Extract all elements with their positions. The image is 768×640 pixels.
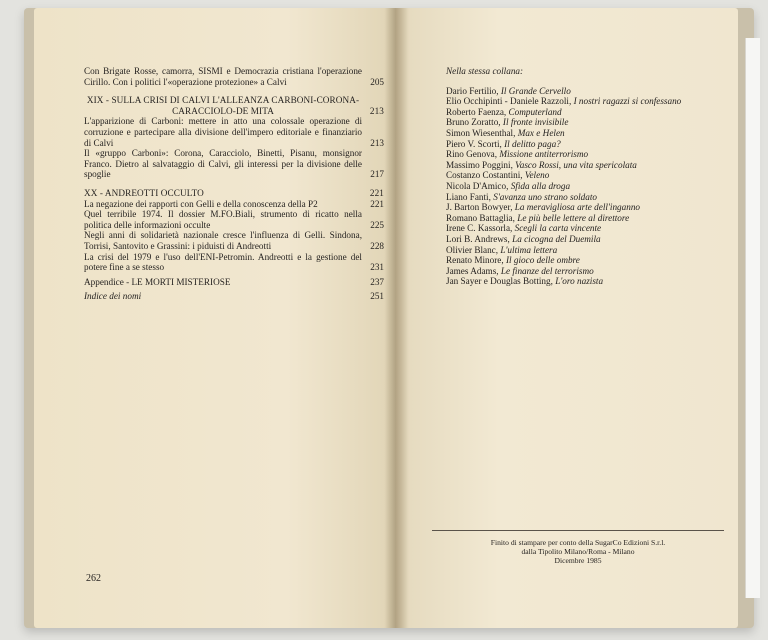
series-author: James Adams,: [446, 265, 501, 276]
open-book: [24, 8, 754, 628]
right-page: [396, 8, 738, 628]
toc-entry: [84, 199, 384, 210]
series-item: [446, 149, 746, 160]
toc-entry-text: XIX - SULLA CRISI DI CALVI L'ALLEANZA CARBONI-CORONA-CARACCIOLO-DE MITA: [86, 95, 360, 116]
toc-entry-page: 213: [369, 105, 384, 116]
series-book-title: La cicogna del Duemila: [512, 233, 601, 244]
toc-entry-text: Il «gruppo Carboni»: Corona, Caracciolo, Binetti, Pisanu, monsignor Franco. Dietro al salvataggio di Calvi, gli interessi per la divisione delle spoglie: [84, 148, 362, 180]
toc-chapter-heading: [84, 95, 384, 116]
series-author: Elio Occhipinti - Daniele Razzoli,: [446, 96, 574, 107]
series-book-title: I nostri ragazzi si confessano: [573, 96, 682, 107]
series-author: Dario Fertilio,: [446, 85, 501, 96]
toc-appendix: [84, 277, 384, 288]
toc-entry: [84, 116, 384, 148]
series-author: Simon Wiesenthal,: [446, 127, 518, 138]
series-item: [446, 181, 746, 192]
series-author: Piero V. Scorti,: [446, 138, 505, 149]
series-book-title: Max e Helen: [517, 127, 565, 138]
toc-entry-text: Indice dei nomi: [84, 291, 142, 302]
toc-entry: [84, 148, 384, 180]
toc-entry-page: 251: [370, 291, 384, 302]
series-book-title: L'ultima lettera: [500, 244, 558, 255]
series-item: [446, 234, 746, 245]
toc-entry-page: 221: [370, 198, 384, 209]
series-item: [446, 192, 746, 203]
series-item: [446, 139, 746, 150]
series-book-title: Veleno: [524, 170, 550, 181]
series-list: [446, 66, 746, 287]
toc-entry-text: La crisi del 1979 e l'uso dell'ENI-Petromin. Andreotti e la gestione del potere fine a se stesso: [84, 251, 362, 273]
series-item: [446, 202, 746, 213]
colophon: [432, 530, 724, 565]
book-spine-shadow: [384, 8, 408, 628]
series-book-title: Missione antiterrorismo: [499, 149, 589, 160]
series-item: [446, 266, 746, 277]
series-book-title: Sfida alla droga: [510, 180, 571, 191]
series-author: J. Barton Bowyer,: [446, 202, 515, 213]
toc-entry: [84, 209, 384, 230]
series-book-title: La meravigliosa arte dell'inganno: [514, 202, 641, 213]
toc-entry-page: 225: [370, 219, 384, 230]
series-item: [446, 245, 746, 256]
toc-entry-text: L'apparizione di Carboni: mettere in atto una colossale operazione di corruzione e partecipare alla divisione dell'impero editoriale e finanziario di Calvi: [84, 116, 362, 148]
series-author: Irene C. Kassorla,: [446, 223, 515, 234]
toc-entry-page: 237: [370, 276, 384, 287]
series-book-title: Il fronte invisibile: [502, 117, 569, 128]
series-book-title: Il Grande Cervello: [500, 85, 571, 96]
series-author: Lori B. Andrews,: [446, 233, 513, 244]
series-book-title: Il gioco delle ombre: [505, 255, 580, 266]
series-item: [446, 107, 746, 118]
series-author: Bruno Zoratto,: [446, 117, 503, 128]
colophon-line: dalla Tipolito Milano/Roma - Milano: [521, 546, 635, 556]
toc-entry-page: 205: [370, 76, 384, 87]
series-author: Costanzo Costantini,: [446, 170, 525, 181]
series-book-title: S'avanza uno strano soldato: [493, 191, 598, 202]
series-book-title: Il delitto paga?: [504, 138, 561, 149]
series-book-title: Computerland: [508, 106, 562, 117]
toc-entry-page: 217: [370, 169, 384, 180]
series-item: [446, 128, 746, 139]
toc-entry-text: XX - ANDREOTTI OCCULTO: [84, 187, 204, 198]
page-number: 262: [86, 573, 101, 584]
series-author: Rino Genova,: [446, 149, 500, 160]
toc-entry-text: Appendice - LE MORTI MISTERIOSE: [84, 276, 231, 287]
toc-entry: [84, 66, 384, 87]
series-author: Massimo Poggini,: [446, 159, 516, 170]
series-author: Liano Fanti,: [446, 191, 494, 202]
series-author: Roberto Faenza,: [446, 106, 509, 117]
left-page: [34, 8, 396, 628]
series-item: [446, 223, 746, 234]
toc-entry-text: Negli anni di solidarietà nazionale cresce l'influenza di Gelli. Sindona, Torrisi, Santovito e Grassini: i piduisti di Andreotti: [84, 230, 362, 251]
series-item: [446, 160, 746, 171]
series-item: [446, 86, 746, 97]
series-item: [446, 117, 746, 128]
colophon-line: Dicembre 1985: [554, 555, 602, 565]
toc-entry-page: 221: [369, 187, 384, 198]
page-edges: [745, 38, 760, 598]
series-book-title: Scegli la carta vincente: [514, 223, 602, 234]
toc-entry: [84, 230, 384, 251]
toc-entry: [84, 252, 384, 273]
series-item: [446, 170, 746, 181]
series-author: Olivier Blanc,: [446, 244, 501, 255]
toc-index: [84, 291, 384, 302]
series-book-title: Le più belle lettere al direttore: [517, 212, 630, 223]
series-title: Nella stessa collana:: [446, 66, 524, 76]
toc-entry-page: 231: [370, 262, 384, 273]
toc-entry-page: 213: [370, 137, 384, 148]
series-author: Jan Sayer e Douglas Botting,: [446, 276, 556, 287]
series-author: Romano Battaglia,: [446, 212, 518, 223]
series-item: [446, 213, 746, 224]
toc-chapter-heading: [84, 188, 384, 199]
series-author: Nicola D'Amico,: [446, 180, 511, 191]
series-book-title: L'oro nazista: [555, 276, 604, 287]
toc-entry-page: 228: [370, 240, 384, 251]
series-author: Renato Minore,: [446, 255, 506, 266]
toc-entry-text: Con Brigate Rosse, camorra, SISMI e Democrazia cristiana l'operazione Cirillo. Con i politici l'«operazione protezione» a Calvi: [84, 66, 362, 87]
toc-entry-text: La negazione dei rapporti con Gelli e della conoscenza della P2: [84, 198, 318, 209]
series-item: [446, 96, 746, 107]
series-book-title: Vasco Rossi, una vita spericolata: [515, 159, 637, 170]
toc-entry-text: Quel terribile 1974. Il dossier M.FO.Biali, strumento di ricatto nella politica delle informazioni occulte: [84, 209, 362, 230]
table-of-contents: [84, 66, 384, 302]
series-item: [446, 276, 746, 287]
series-book-title: Le finanze del terrorismo: [500, 265, 594, 276]
series-item: [446, 255, 746, 266]
colophon-line: Finito di stampare per conto della SugarCo Edizioni S.r.l.: [490, 538, 666, 547]
